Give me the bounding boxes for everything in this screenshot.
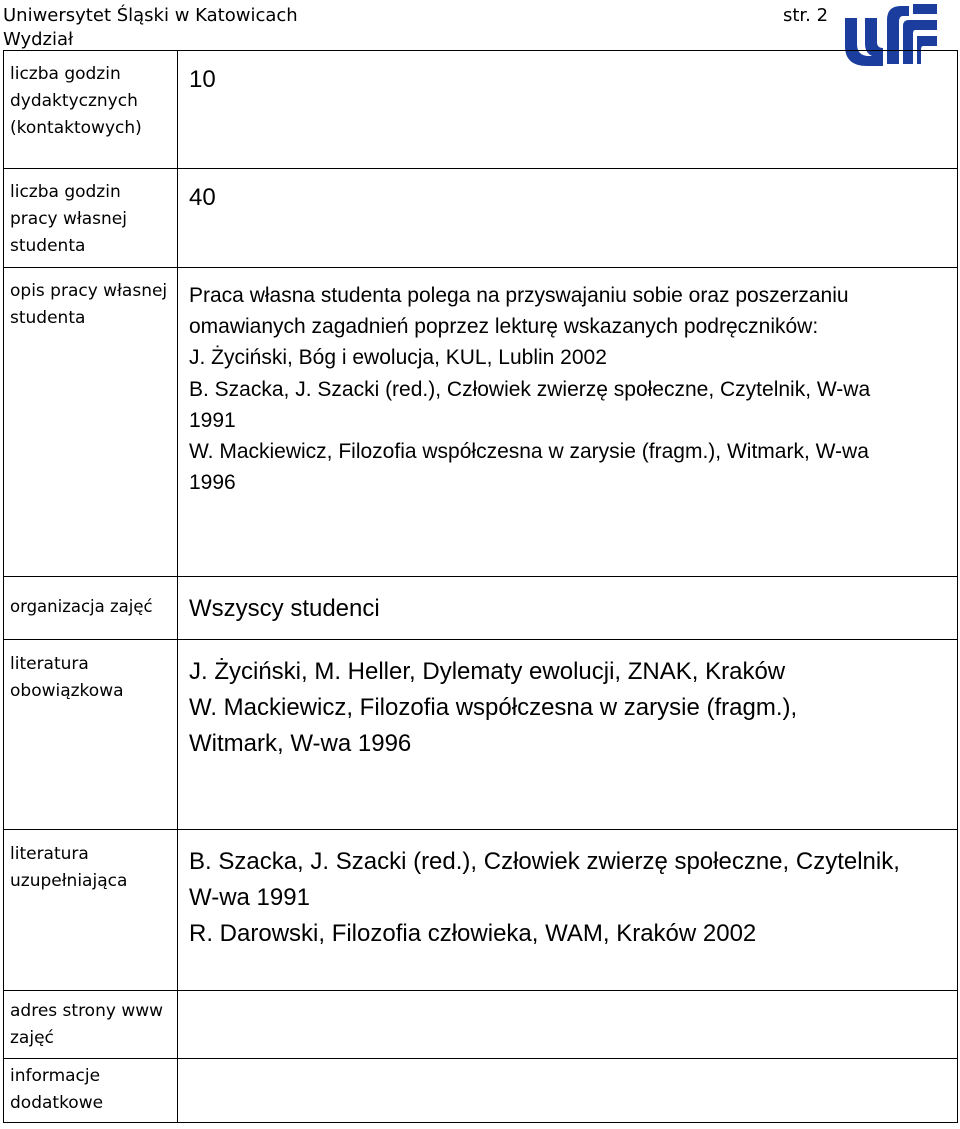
- contact-hours-value: 10: [189, 66, 216, 93]
- additional-info-value: [178, 1059, 958, 1123]
- literature-entry: W. Mackiewicz, Filozofia współczesna w zarysie (fragm.),: [189, 694, 798, 721]
- literature-entry: Witmark, W-wa 1996: [189, 730, 412, 757]
- row-label: organizacja zajęć: [4, 577, 178, 640]
- table-row: [4, 268, 958, 577]
- row-label: liczba godzin dydaktycznych (kontaktowych): [4, 51, 178, 169]
- row-label: literatura obowiązkowa: [4, 640, 178, 830]
- literature-entry: R. Darowski, Filozofia człowieka, WAM, Kraków 2002: [189, 920, 757, 947]
- row-label: adres strony www zajęć: [4, 991, 178, 1059]
- self-study-description: [189, 278, 951, 498]
- literature-entry: J. Życiński, M. Heller, Dylematy ewolucji, ZNAK, Kraków: [189, 658, 786, 685]
- page-number: str. 2: [783, 5, 829, 26]
- faculty-name: Wydział: [3, 29, 74, 50]
- row-label: liczba godzin pracy własnej studenta: [4, 169, 178, 268]
- supplementary-literature-list: [189, 840, 951, 952]
- description-line: 1991: [189, 408, 236, 432]
- description-line: Praca własna studenta polega na przyswajaniu sobie oraz poszerzaniu: [189, 284, 849, 307]
- document-header: [3, 4, 298, 52]
- table-row: [4, 169, 958, 268]
- row-label: informacje dodatkowe: [4, 1059, 178, 1123]
- table-row: [4, 640, 958, 830]
- table-row: [4, 830, 958, 991]
- table-row: [4, 51, 958, 169]
- table-row: [4, 1059, 958, 1123]
- literature-entry: W-wa 1991: [189, 884, 310, 911]
- self-study-hours-value: 40: [189, 184, 216, 211]
- description-line: J. Życiński, Bóg i ewolucja, KUL, Lublin 2002: [189, 346, 607, 370]
- website-value: [178, 991, 958, 1059]
- literature-entry: B. Szacka, J. Szacki (red.), Człowiek zwierzę społeczne, Czytelnik,: [189, 848, 900, 875]
- description-line: B. Szacka, J. Szacki (red.), Człowiek zwierzę społeczne, Czytelnik, W-wa: [189, 377, 871, 401]
- description-line: W. Mackiewicz, Filozofia współczesna w zarysie (fragm.), Witmark, W-wa: [189, 440, 869, 464]
- table-row: [4, 577, 958, 640]
- university-name: Uniwersytet Śląski w Katowicach: [3, 5, 298, 26]
- description-line: 1996: [189, 471, 236, 495]
- description-line: omawianych zagadnień poprzez lekturę wskazanych podręczników:: [189, 315, 819, 339]
- class-organization-value: Wszyscy studenci: [189, 595, 380, 622]
- required-literature-list: [189, 650, 951, 762]
- course-info-table: [3, 50, 958, 1123]
- row-label: literatura uzupełniająca: [4, 830, 178, 991]
- row-label: opis pracy własnej studenta: [4, 268, 178, 577]
- table-row: [4, 991, 958, 1059]
